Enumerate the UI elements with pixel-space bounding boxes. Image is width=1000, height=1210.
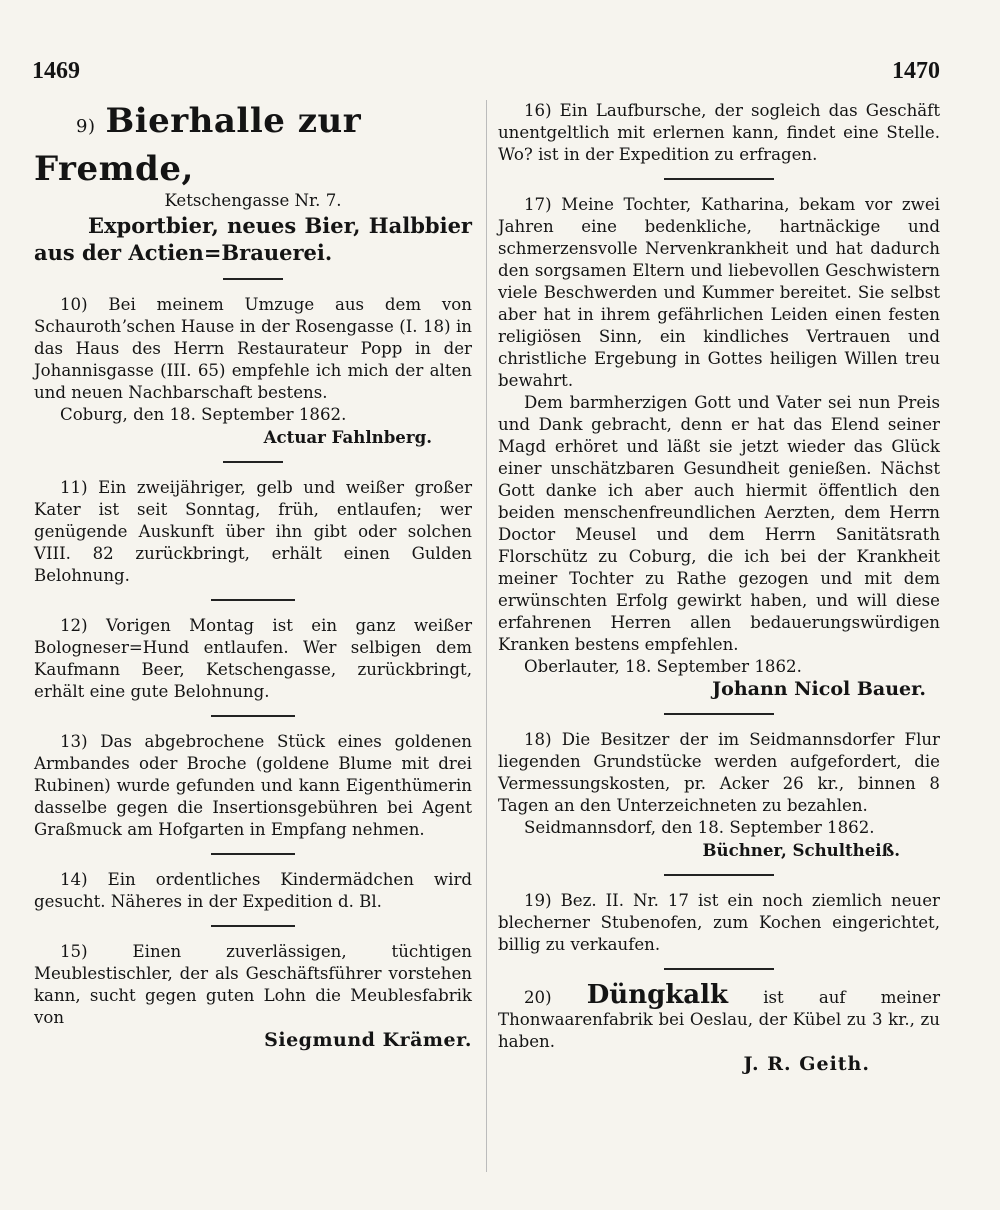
separator-rule [223,461,283,463]
separator-rule [664,178,774,180]
page-number-left: 1469 [32,58,80,84]
column-divider [486,100,487,1172]
ad-10-signature: Actuar Fahlnberg. [263,427,432,447]
ad-20 [498,980,941,1076]
ad-13 [34,731,472,841]
ad-18-signature: Büchner, Schultheiß. [702,840,900,860]
ad-9 [34,100,472,266]
right-column [498,100,940,1076]
ad-11-text: 11) Ein zweijähriger, gelb und weißer großer Kater ist seit Sonntag, früh, entlaufen; wer genügende Auskunft über ihn gibt oder solchen VIII. 82 zurückbringt, erhält einen Gulden Belohnung. [34,478,472,585]
ad-11 [34,477,472,587]
ad-9-number: 9) [76,116,96,137]
ad-17-paragraph-2: Dem barmherzigen Gott und Vater sei nun Preis und Dank gebracht, denn er hat das Elend seiner Magd erhöret und läßt sie jetzt wieder das Glück einer unschätzbaren Gesundheit genießen. Nächst Gott danke ich aber auch hiermit öffentlich den beiden menschenfreundlichen Aerzten, dem Herrn Doctor Meusel und dem Herrn Sanitätsrath Florschütz zu Coburg, die ich bei der Krankheit meiner Tochter zu Rathe gezogen und mit dem erwünschten Erfolg gewirkt haben, und will diese erfahrenen Herren allen bedauerungswürdigen Kranken bestens empfehlen. [498,393,940,654]
ad-16-text: 16) Ein Laufbursche, der sogleich das Geschäft unentgeltlich mit erlernen kann, findet eine Stelle. Wo? ist in der Expedition zu erfragen. [498,101,940,164]
separator-rule [664,874,774,876]
ad-15-signature: Siegmund Krämer. [264,1029,472,1051]
ad-18-place-date: Seidmannsdorf, den 18. September 1862. [524,818,875,837]
ad-17 [498,194,940,701]
separator-rule [211,715,295,717]
ad-13-text: 13) Das abgebrochene Stück eines goldenen Armbandes oder Broche (goldene Blume mit drei Rubinen) wurde gefunden und kann Eigenthümerin dasselbe gegen die Insertionsgebühren bei Agent Graßmuck am Hofgarten in Empfang nehmen. [34,732,472,839]
ad-19-text: 19) Bez. II. Nr. 17 ist ein noch ziemlich neuer blecherner Stubenofen, zum Kochen eingerichtet, billig zu verkaufen. [498,891,940,954]
ad-10 [34,294,472,449]
ad-15-text: 15) Einen zuverlässigen, tüchtigen Meublestischler, der als Geschäftsführer vorstehen kann, sucht gegen guten Lohn die Meublesfabrik von [34,942,472,1027]
ad-14-text: 14) Ein ordentliches Kindermädchen wird gesucht. Näheres in der Expedition d. Bl. [34,870,472,911]
separator-rule [223,278,283,280]
ad-12-text: 12) Vorigen Montag ist ein ganz weißer Bologneser=Hund entlaufen. Wer selbigen dem Kaufmann Beer, Ketschengasse, zurückbringt, erhält eine gute Belohnung. [34,616,472,701]
ad-18-text: 18) Die Besitzer der im Seidmannsdorfer Flur liegenden Grundstücke werden aufgefordert, die Vermessungskosten, pr. Acker 26 kr., binnen 8 Tagen an den Unterzeichneten zu bezahlen. [498,730,940,815]
separator-rule [664,713,774,715]
separator-rule [211,853,295,855]
ad-9-title: Bierhalle zur Fremde, [34,101,362,189]
ad-18 [498,729,940,862]
separator-rule [211,599,295,601]
ad-12 [34,615,472,703]
ad-19 [498,890,940,956]
ad-10-place-date: Coburg, den 18. September 1862. [60,405,347,424]
page-number-right: 1470 [892,58,940,84]
left-column [34,100,472,1052]
ad-9-text: Exportbier, neues Bier, Halbbier aus der Actien=Brauerei. [34,213,472,265]
ad-17-paragraph-1: 17) Meine Tochter, Katharina, bekam vor zwei Jahren eine bedenkliche, hartnäckige und schmerzensvolle Nervenkrankheit und hat dadurch den sorgsamen Eltern und liebevollen Geschwistern viele Beschwerden und Kummer bereitet. Sie selbst aber hat in ihrem gefährlichen Leiden einen festen religiösen Sinn, ein kindliches Vertrauen und christliche Ergebung in Gottes heiligen Willen treu bewahrt. [498,195,940,390]
ad-14 [34,869,472,913]
ad-10-text: 10) Bei meinem Umzuge aus dem von Schaurothʼschen Hause in der Rosengasse (I. 18) in das Haus des Herrn Restaurateur Popp in der Johannisgasse (III. 65) empfehle ich mich der alten und neuen Nachbarschaft bestens. [34,295,472,402]
ad-17-place-date: Oberlauter, 18. September 1862. [524,657,802,676]
separator-rule [664,968,774,970]
ad-20-text [498,980,941,1053]
ad-9-address: Ketschengasse Nr. 7. [164,191,342,210]
separator-rule [211,925,295,927]
ad-20-number: 20) [524,988,552,1007]
ad-20-body: ist auf meiner Thonwaarenfabrik bei Oeslau, der Kübel zu 3 kr., zu haben. [498,988,941,1051]
ad-20-heading: Düngkalk [586,980,729,1010]
ad-20-signature: J. R. Geith. [743,1053,870,1075]
ad-15 [34,941,472,1052]
ad-17-signature: Johann Nicol Bauer. [712,678,926,700]
ad-16 [498,100,940,166]
